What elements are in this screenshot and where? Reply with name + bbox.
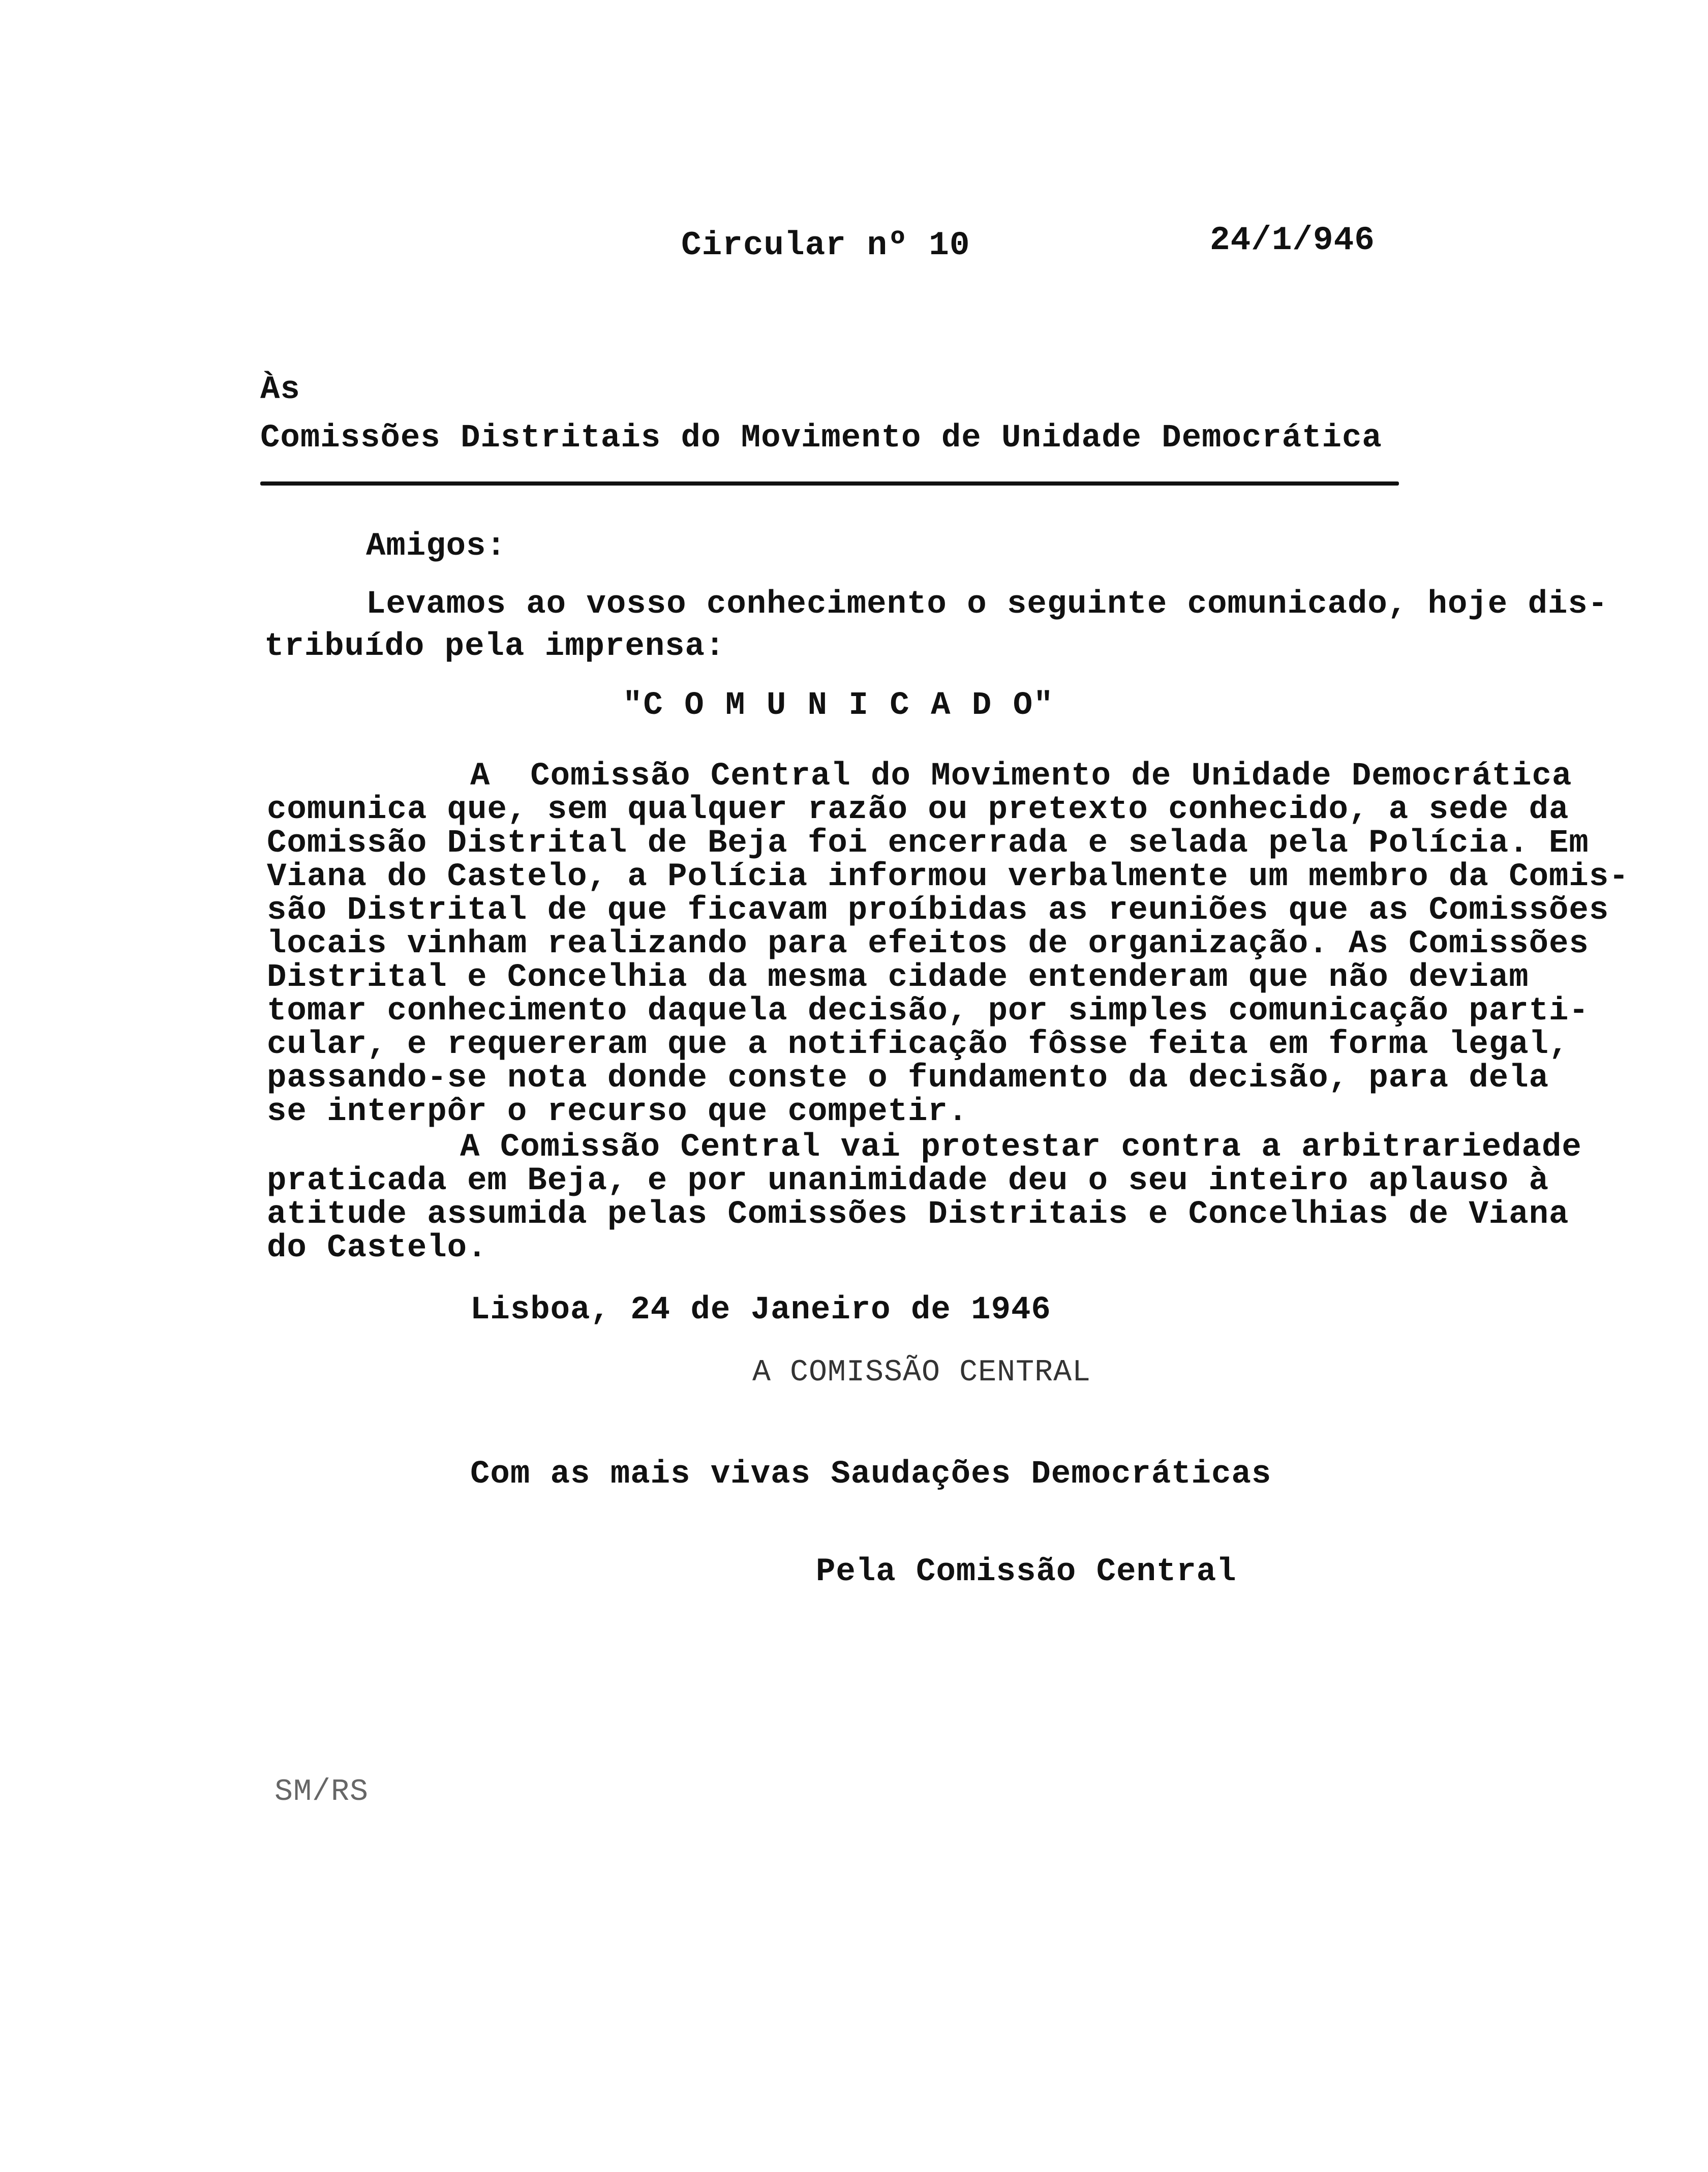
circular-date: 24/1/946 — [1210, 221, 1375, 259]
comunicado-title: "C O M U N I C A D O" — [623, 687, 1054, 724]
salutation: Amigos: — [366, 528, 506, 565]
body-line: A Comissão Central vai protestar contra a arbitrariedade — [460, 1129, 1582, 1166]
body-line: A Comissão Central do Movimento de Unidade Democrática — [470, 758, 1572, 795]
body-line: praticada em Beja, e por unanimidade deu o seu inteiro aplauso à — [267, 1163, 1549, 1199]
body-line: Comissão Distrital de Beja foi encerrada e selada pela Polícia. Em — [267, 825, 1589, 862]
intro-line-1: Levamos ao vosso conhecimento o seguinte comunicado, hoje dis- — [366, 586, 1608, 623]
body-line: passando-se nota donde conste o fundamento da decisão, para dela — [267, 1060, 1549, 1097]
intro-line-2: tribuído pela imprensa: — [264, 628, 725, 665]
body-line: comunica que, sem qualquer razão ou pretexto conhecido, a sede da — [267, 792, 1569, 828]
recipient-name: Comissões Distritais do Movimento de Unidade Democrática — [260, 420, 1382, 457]
header-divider — [260, 481, 1399, 486]
body-line: do Castelo. — [267, 1230, 487, 1266]
comunicado-signature: A COMISSÃO CENTRAL — [752, 1355, 1091, 1390]
closing-greeting: Com as mais vivas Saudações Democráticas — [470, 1456, 1272, 1493]
body-line: Viana do Castelo, a Polícia informou verbalmente um membro da Comis- — [267, 859, 1629, 895]
reference-initials: SM/RS — [274, 1775, 369, 1809]
body-line: locais vinham realizando para efeitos de organização. As Comissões — [267, 926, 1589, 962]
body-line: Distrital e Concelhia da mesma cidade entenderam que não deviam — [267, 959, 1529, 996]
body-line: são Distrital de que ficavam proíbidas as reuniões que as Comissões — [267, 892, 1609, 929]
recipient-to: Às — [260, 372, 300, 408]
place-date: Lisboa, 24 de Janeiro de 1946 — [470, 1292, 1051, 1329]
body-line: tomar conhecimento daquela decisão, por simples comunicação parti- — [267, 993, 1589, 1030]
body-line: cular, e requereram que a notificação fôsse feita em forma legal, — [267, 1027, 1569, 1063]
body-line: atitude assumida pelas Comissões Distritais e Concelhias de Viana — [267, 1196, 1569, 1233]
body-line: se interpôr o recurso que competir. — [267, 1094, 968, 1130]
signature-line: Pela Comissão Central — [816, 1554, 1237, 1590]
circular-number: Circular nº 10 — [681, 226, 970, 264]
